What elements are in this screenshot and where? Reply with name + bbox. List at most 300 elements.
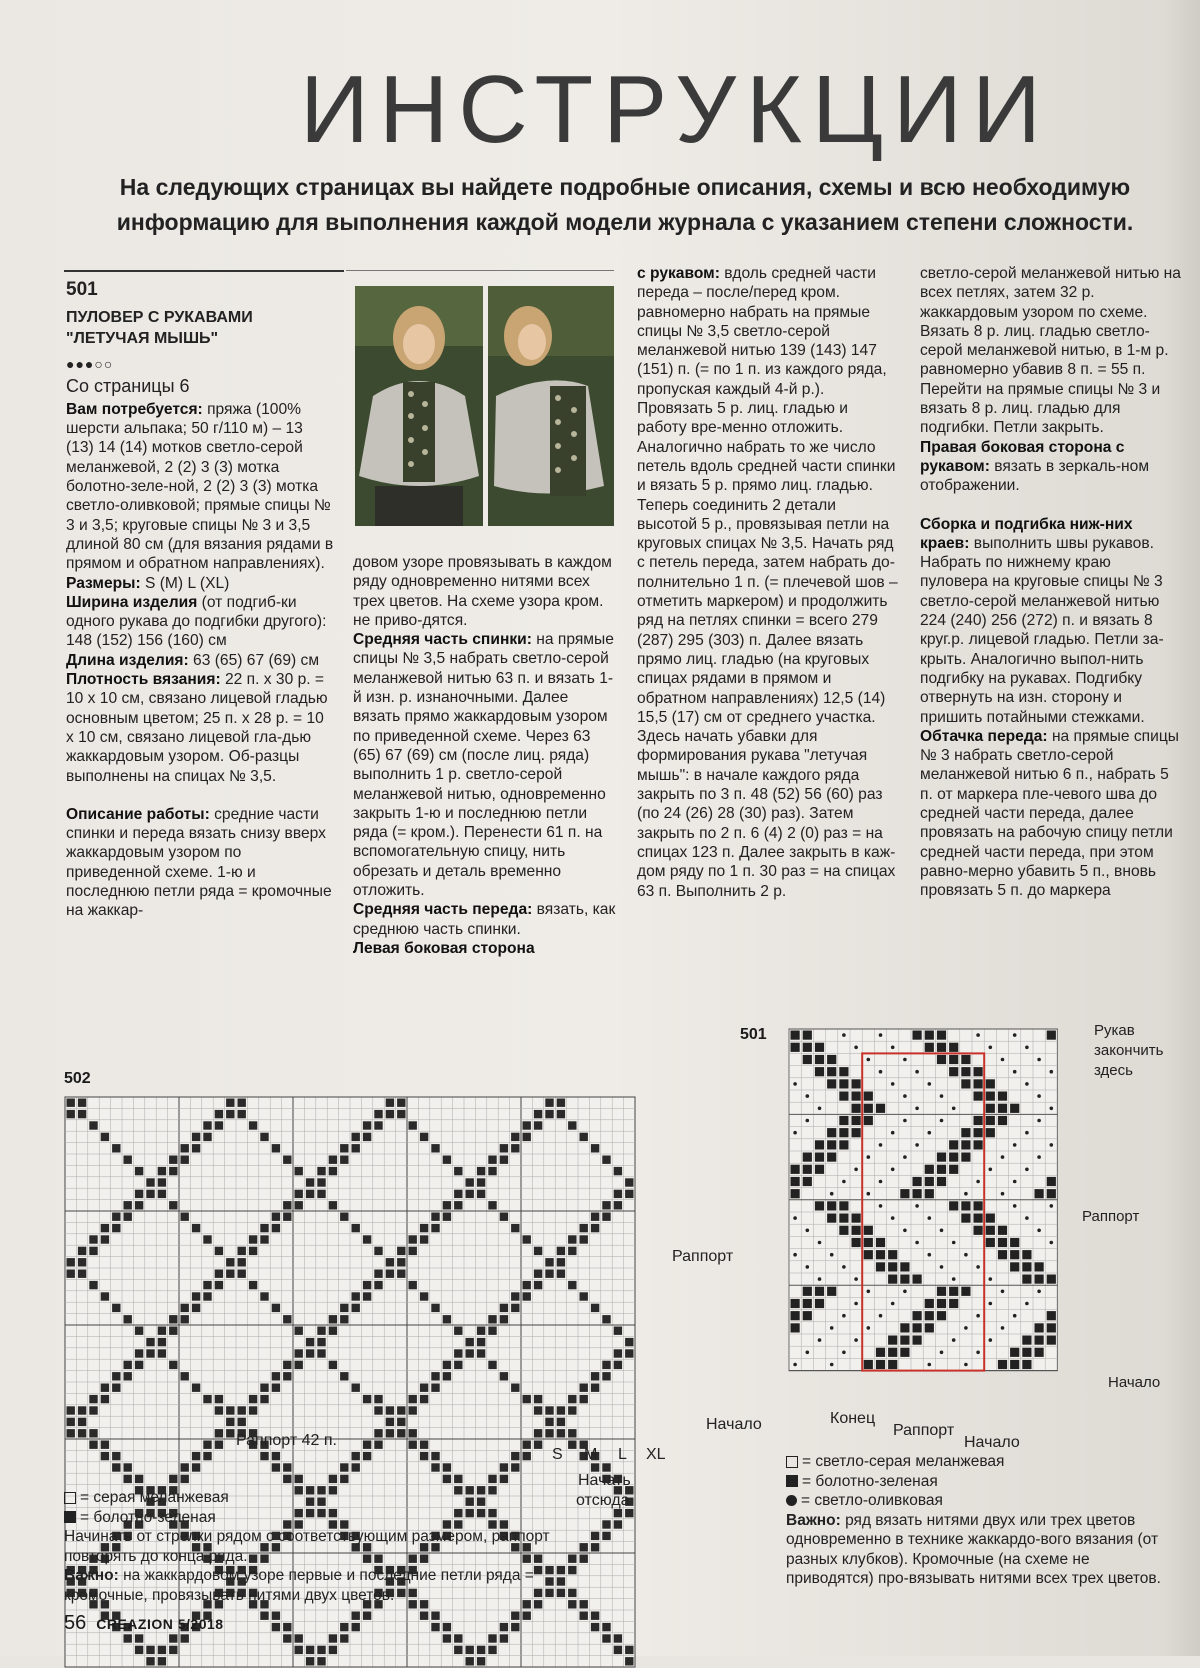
chart-cell [1047, 1323, 1056, 1332]
chart-cell [203, 1121, 211, 1129]
chart-501-sleeve-3: здесь [1094, 1062, 1133, 1079]
instruction-paragraph [66, 593, 334, 651]
chart-cell [226, 1418, 234, 1426]
chart-cell [888, 1250, 897, 1259]
chart-cell [340, 1634, 348, 1642]
chart-dot [867, 1155, 871, 1159]
chart-dot [1050, 1143, 1054, 1147]
chart-cell [158, 1190, 166, 1198]
chart-cell [937, 1031, 946, 1040]
chart-dot [952, 1338, 956, 1342]
chart-cell [352, 1452, 360, 1460]
chart-cell [827, 1214, 836, 1223]
chart-cell [454, 1475, 462, 1483]
chart-cell [803, 1311, 812, 1320]
chart-cell [961, 1067, 970, 1076]
chart-cell [260, 1292, 268, 1300]
chart-cell [974, 1140, 983, 1149]
chart-cell [101, 1292, 109, 1300]
chart-cell [1035, 1323, 1044, 1332]
instruction-paragraph [66, 574, 334, 593]
chart-cell [591, 1144, 599, 1152]
chart-cell [260, 1235, 268, 1243]
chart-cell [937, 1043, 946, 1052]
chart-cell [89, 1247, 97, 1255]
paragraph-text: на прямые спицы № 3 набрать светло-серой меланжевой нитью 6 п., набрать 5 п. от маркера пле-чевого шва до средней части переда, далее провязать на рабочую спицу петли средней части переда, при этом равно-мерно убавить 5 п., вновь провязать 5 п. до маркера [920, 727, 1179, 900]
chart-cell [295, 1201, 303, 1209]
chart-cell [443, 1372, 451, 1380]
chart-cell [803, 1299, 812, 1308]
chart-cell [295, 1327, 303, 1335]
chart-cell [203, 1452, 211, 1460]
chart-cell [534, 1441, 542, 1449]
chart-cell [961, 1214, 970, 1223]
chart-cell [420, 1292, 428, 1300]
chart-dot [867, 1290, 871, 1294]
chart-dot [1050, 1241, 1054, 1245]
chart-cell [568, 1395, 576, 1403]
chart-cell [386, 1110, 394, 1118]
chart-cell [101, 1452, 109, 1460]
page-number: 56 [64, 1612, 87, 1634]
paragraph-heading: Размеры: [66, 574, 141, 592]
chart-cell [1022, 1360, 1031, 1369]
chart-cell [557, 1406, 565, 1414]
chart-cell [272, 1372, 280, 1380]
chart-cell [625, 1190, 633, 1198]
chart-cell [215, 1110, 223, 1118]
chart-cell [1010, 1238, 1019, 1247]
chart-dot [976, 1180, 980, 1184]
chart-cell [1010, 1104, 1019, 1113]
chart-cell [317, 1657, 325, 1665]
chart-cell [89, 1441, 97, 1449]
chart-cell [1047, 1275, 1056, 1284]
chart-cell [500, 1315, 508, 1323]
instruction-paragraph [66, 400, 334, 574]
chart-cell [352, 1463, 360, 1471]
chart-dot [976, 1265, 980, 1269]
chart-cell [1035, 1262, 1044, 1271]
chart-cell [101, 1384, 109, 1392]
chart-cell [511, 1292, 519, 1300]
paragraph-heading: Ширина изделия [66, 593, 198, 611]
chart-cell [203, 1395, 211, 1403]
chart-cell [614, 1634, 622, 1642]
chart-dot [976, 1314, 980, 1318]
chart-cell [580, 1133, 588, 1141]
chart-dot [830, 1192, 834, 1196]
chart-cell [238, 1418, 246, 1426]
chart-cell [89, 1235, 97, 1243]
chart-cell [602, 1361, 610, 1369]
chart-cell [961, 1140, 970, 1149]
chart-cell [949, 1067, 958, 1076]
chart-502-rapport-bottom: Раппорт 42 п. [236, 1432, 337, 1449]
chart-cell [420, 1235, 428, 1243]
chart-cell [998, 1360, 1007, 1369]
chart-cell [386, 1406, 394, 1414]
chart-dot [1025, 1082, 1029, 1086]
chart-dot [891, 1216, 895, 1220]
chart-cell [852, 1104, 861, 1113]
chart-502-important-heading: Важно: [64, 1567, 119, 1584]
chart-cell [226, 1110, 234, 1118]
chart-cell [852, 1079, 861, 1088]
chart-dot [976, 1351, 980, 1355]
chart-cell [295, 1475, 303, 1483]
chart-cell [272, 1304, 280, 1312]
paragraph-heading: Вам потребуется: [66, 400, 203, 418]
chart-dot [940, 1229, 944, 1233]
chart-cell [986, 1104, 995, 1113]
chart-cell [135, 1646, 143, 1654]
chart-cell [557, 1258, 565, 1266]
page-title: ИНСТРУКЦИИ [300, 56, 1051, 163]
chart-cell [215, 1270, 223, 1278]
chart-cell [386, 1258, 394, 1266]
chart-cell [974, 1116, 983, 1125]
chart-cell [511, 1133, 519, 1141]
chart-cell [260, 1133, 268, 1141]
chart-dot [854, 1302, 858, 1306]
chart-cell [477, 1646, 485, 1654]
chart-cell [580, 1235, 588, 1243]
chart-cell [409, 1406, 417, 1414]
chart-cell [900, 1323, 909, 1332]
chart-cell [340, 1623, 348, 1631]
legend-501-3: = светло-оливковая [801, 1492, 943, 1509]
chart-cell [815, 1165, 824, 1174]
chart-cell [203, 1235, 211, 1243]
chart-cell [352, 1384, 360, 1392]
chart-cell [340, 1304, 348, 1312]
chart-cell [420, 1395, 428, 1403]
chart-cell [803, 1153, 812, 1162]
chart-cell [876, 1250, 885, 1259]
chart-dot [879, 1180, 883, 1184]
chart-dot [793, 1216, 797, 1220]
column-3 [637, 264, 899, 901]
chart-dot [903, 1229, 907, 1233]
chart-dot [854, 1338, 858, 1342]
chart-cell [815, 1043, 824, 1052]
chart-cell [913, 1275, 922, 1284]
chart-cell [454, 1646, 462, 1654]
chart-cell [431, 1463, 439, 1471]
chart-cell [815, 1299, 824, 1308]
chart-dot [1050, 1070, 1054, 1074]
chart-cell [215, 1406, 223, 1414]
chart-cell [937, 1287, 946, 1296]
chart-cell [913, 1031, 922, 1040]
chart-cell [283, 1213, 291, 1221]
chart-cell [557, 1099, 565, 1107]
chart-cell [888, 1336, 897, 1345]
chart-cell [568, 1121, 576, 1129]
chart-cell [534, 1121, 542, 1129]
chart-cell [591, 1224, 599, 1232]
chart-dot [1025, 1131, 1029, 1135]
chart-cell [986, 1116, 995, 1125]
chart-cell [420, 1133, 428, 1141]
chart-cell [864, 1092, 873, 1101]
chart-cell [625, 1178, 633, 1186]
chart-cell [791, 1043, 800, 1052]
chart-cell [78, 1406, 86, 1414]
chart-cell [443, 1623, 451, 1631]
chart-cell [500, 1623, 508, 1631]
chart-cell [272, 1463, 280, 1471]
chart-cell [215, 1281, 223, 1289]
chart-cell [839, 1079, 848, 1088]
chart-cell [158, 1178, 166, 1186]
paragraph-heading: Средняя часть переда: [353, 901, 533, 919]
chart-cell [488, 1475, 496, 1483]
instruction-paragraph [920, 727, 1182, 901]
chart-cell [488, 1327, 496, 1335]
chart-cell [317, 1178, 325, 1186]
chart-cell [614, 1361, 622, 1369]
chart-cell [511, 1304, 519, 1312]
chart-cell [852, 1214, 861, 1223]
chart-cell [295, 1349, 303, 1357]
chart-cell [431, 1213, 439, 1221]
chart-dot [806, 1265, 810, 1269]
chart-cell [523, 1441, 531, 1449]
chart-cell [864, 1104, 873, 1113]
chart-cell [352, 1304, 360, 1312]
chart-cell [431, 1224, 439, 1232]
chart-dot [964, 1192, 968, 1196]
chart-cell [913, 1336, 922, 1345]
paragraph-heading: Обтачка переда: [920, 727, 1048, 745]
chart-cell [523, 1121, 531, 1129]
chart-cell [135, 1634, 143, 1642]
paragraph-heading: Сборка и подгибка ниж-них краев: [920, 515, 1133, 552]
chart-501-important-heading: Важно: [786, 1511, 841, 1529]
chart-cell [557, 1270, 565, 1278]
chart-cell [226, 1406, 234, 1414]
chart-cell [602, 1520, 610, 1528]
chart-cell [974, 1214, 983, 1223]
chart-cell [306, 1338, 314, 1346]
chart-cell [500, 1463, 508, 1471]
chart-cell [295, 1167, 303, 1175]
chart-cell [545, 1429, 553, 1437]
chart-cell [852, 1092, 861, 1101]
chart-dot [891, 1082, 895, 1086]
chart-cell [949, 1140, 958, 1149]
chart-cell [374, 1121, 382, 1129]
chart-cell [340, 1372, 348, 1380]
chart-cell [397, 1110, 405, 1118]
chart-501-sleeve-2: закончить [1094, 1042, 1164, 1059]
chart-cell [454, 1349, 462, 1357]
chart-cell [124, 1372, 132, 1380]
chart-cell [961, 1153, 970, 1162]
chart-cell [827, 1153, 836, 1162]
chart-502-rapport-right: Раппорт [672, 1248, 734, 1265]
chart-cell [420, 1612, 428, 1620]
chart-502-note: Начинать от стрелки рядом с соответствующим размером, раппорт повторять до конца ряда. [64, 1528, 550, 1565]
chart-cell [158, 1349, 166, 1357]
chart-dot [903, 1094, 907, 1098]
chart-cell [226, 1429, 234, 1437]
paragraph-text: S (M) L (XL) [140, 574, 230, 592]
paragraph-text: средние части спинки и переда вязать снизу вверх жаккардовым узором по приведенной схеме. 1-ю и последнюю петли ряда = кромочные на жаккар- [66, 805, 332, 920]
chart-cell [591, 1304, 599, 1312]
chart-cell [203, 1281, 211, 1289]
chart-cell [397, 1418, 405, 1426]
chart-cell [488, 1634, 496, 1642]
chart-cell [386, 1418, 394, 1426]
chart-cell [146, 1178, 154, 1186]
chart-cell [431, 1452, 439, 1460]
chart-cell [864, 1226, 873, 1235]
chart-cell [534, 1395, 542, 1403]
chart-cell [112, 1224, 120, 1232]
chart-cell [925, 1323, 934, 1332]
chart-cell [192, 1292, 200, 1300]
chart-cell [146, 1646, 154, 1654]
chart-cell [614, 1646, 622, 1654]
chart-cell [454, 1361, 462, 1369]
chart-cell [135, 1327, 143, 1335]
instruction-paragraph [66, 670, 334, 786]
dark-square-icon [786, 1475, 798, 1487]
chart-dot [989, 1302, 993, 1306]
chart-cell [876, 1238, 885, 1247]
chart-cell [78, 1110, 86, 1118]
chart-cell [888, 1262, 897, 1271]
chart-cell [374, 1406, 382, 1414]
paragraph-text: вязать, как среднюю часть спинки. [353, 901, 616, 938]
chart-cell [852, 1238, 861, 1247]
chart-cell [124, 1213, 132, 1221]
legend-502-1: = серая меланжевая [80, 1489, 229, 1506]
chart-cell [864, 1238, 873, 1247]
chart-cell [913, 1177, 922, 1186]
chart-cell [352, 1623, 360, 1631]
chart-dot [806, 1351, 810, 1355]
chart-cell [329, 1475, 337, 1483]
chart-cell [568, 1281, 576, 1289]
chart-cell [181, 1463, 189, 1471]
intro-text: На следующих страницах вы найдете подробные описания, схемы и всю необходимую информацию для выполнения каждой модели журнала с указанием степени сложности. [116, 174, 1134, 235]
paragraph-text: 63 (65) 67 (69) см [188, 651, 320, 669]
chart-cell [260, 1452, 268, 1460]
chart-cell [925, 1311, 934, 1320]
chart-dot [1013, 1314, 1017, 1318]
chart-cell [864, 1250, 873, 1259]
chart-cell [1022, 1275, 1031, 1284]
chart-cell [949, 1165, 958, 1174]
chart-cell [500, 1475, 508, 1483]
chart-cell [135, 1475, 143, 1483]
chart-cell [557, 1247, 565, 1255]
chart-cell [591, 1612, 599, 1620]
chart-cell [317, 1338, 325, 1346]
chart-cell [961, 1201, 970, 1210]
paragraph-text: пряжа (100% шерсти альпака; 50 г/110 м) – 13 (13) 14 (14) мотков светло-серой меланжевой, 2 (2) 3 (3) мотка болотно-зеле-ной, 2 (2) 3 (3) мотка светло-оливковой; прямые спицы № 3 и 3,5; круговые спицы № 3 и 3,5 длиной 80 см (для вязания рядами в прямом и обратном направлениях). [66, 400, 334, 573]
chart-cell [101, 1441, 109, 1449]
column-2 [353, 553, 618, 958]
chart-cell [78, 1270, 86, 1278]
chart-cell [466, 1190, 474, 1198]
paragraph-text: вязать в зеркаль-ном отображении. [920, 457, 1150, 495]
chart-501-sleeve-1: Рукав [1094, 1022, 1135, 1039]
chart-dot [1050, 1107, 1054, 1111]
chart-cell [78, 1258, 86, 1266]
chart-cell [181, 1372, 189, 1380]
chart-cell [791, 1177, 800, 1186]
chart-dot [964, 1363, 968, 1367]
chart-cell [181, 1144, 189, 1152]
chart-cell [397, 1406, 405, 1414]
chart-cell [203, 1292, 211, 1300]
chart-cell [986, 1238, 995, 1247]
chart-cell [602, 1463, 610, 1471]
chart-cell [591, 1463, 599, 1471]
chart-cell [913, 1323, 922, 1332]
paragraph-heading: Описание работы: [66, 805, 210, 823]
paragraph-text: на прямые спицы № 3,5 набрать светло-серой меланжевой нитью 63 п. и вязать 1-й изн. р. изнаночными. Далее вязать прямо жаккардовым узором по приведенной схеме. Через 63 (65) 67 (69) см (после лиц. ряда) выполнить 1 р. светло-серой меланжевой нитью, одновременно закрыть 1-ю и последнюю петли ряда (= кром.). Перенести 61 п. на вспомогательную спицу, нить обрезать и деталь временно отложить. [353, 631, 614, 900]
chart-cell [238, 1099, 246, 1107]
chart-cell [89, 1121, 97, 1129]
paragraph-heading: Левая боковая сторона [353, 939, 535, 957]
chart-cell [852, 1116, 861, 1125]
chart-dot [1013, 1204, 1017, 1208]
chart-dot [806, 1094, 810, 1098]
chart-cell [283, 1372, 291, 1380]
chart-cell [158, 1327, 166, 1335]
chart-cell [815, 1055, 824, 1064]
chart-dot [879, 1070, 883, 1074]
chart-cell [1010, 1360, 1019, 1369]
chart-cell [112, 1372, 120, 1380]
chart-cell [534, 1110, 542, 1118]
chart-cell [146, 1190, 154, 1198]
chart-cell [614, 1190, 622, 1198]
chart-cell [397, 1258, 405, 1266]
chart-cell [827, 1140, 836, 1149]
size-l: L [618, 1446, 627, 1463]
chart-cell [238, 1258, 246, 1266]
chart-dot [854, 1168, 858, 1172]
chart-dot [891, 1131, 895, 1135]
chart-cell [272, 1384, 280, 1392]
chart-dot [1001, 1290, 1005, 1294]
chart-dot [928, 1082, 932, 1086]
chart-cell [602, 1315, 610, 1323]
chart-cell [1035, 1189, 1044, 1198]
chart-cell [283, 1463, 291, 1471]
chart-cell [545, 1110, 553, 1118]
chart-cell [511, 1612, 519, 1620]
size-m: M [584, 1446, 598, 1463]
chart-cell [602, 1213, 610, 1221]
chart-cell [89, 1406, 97, 1414]
chart-cell [998, 1104, 1007, 1113]
chart-cell [363, 1121, 371, 1129]
chart-cell [949, 1287, 958, 1296]
chart-cell [568, 1235, 576, 1243]
chart-cell [340, 1156, 348, 1164]
chart-cell [192, 1304, 200, 1312]
paragraph-text: довом узоре провязывать в каждом ряду одновременно нитями всех трех цветов. На схеме узора кром. не приво-дятся. [353, 554, 612, 629]
chart-cell [827, 1128, 836, 1137]
